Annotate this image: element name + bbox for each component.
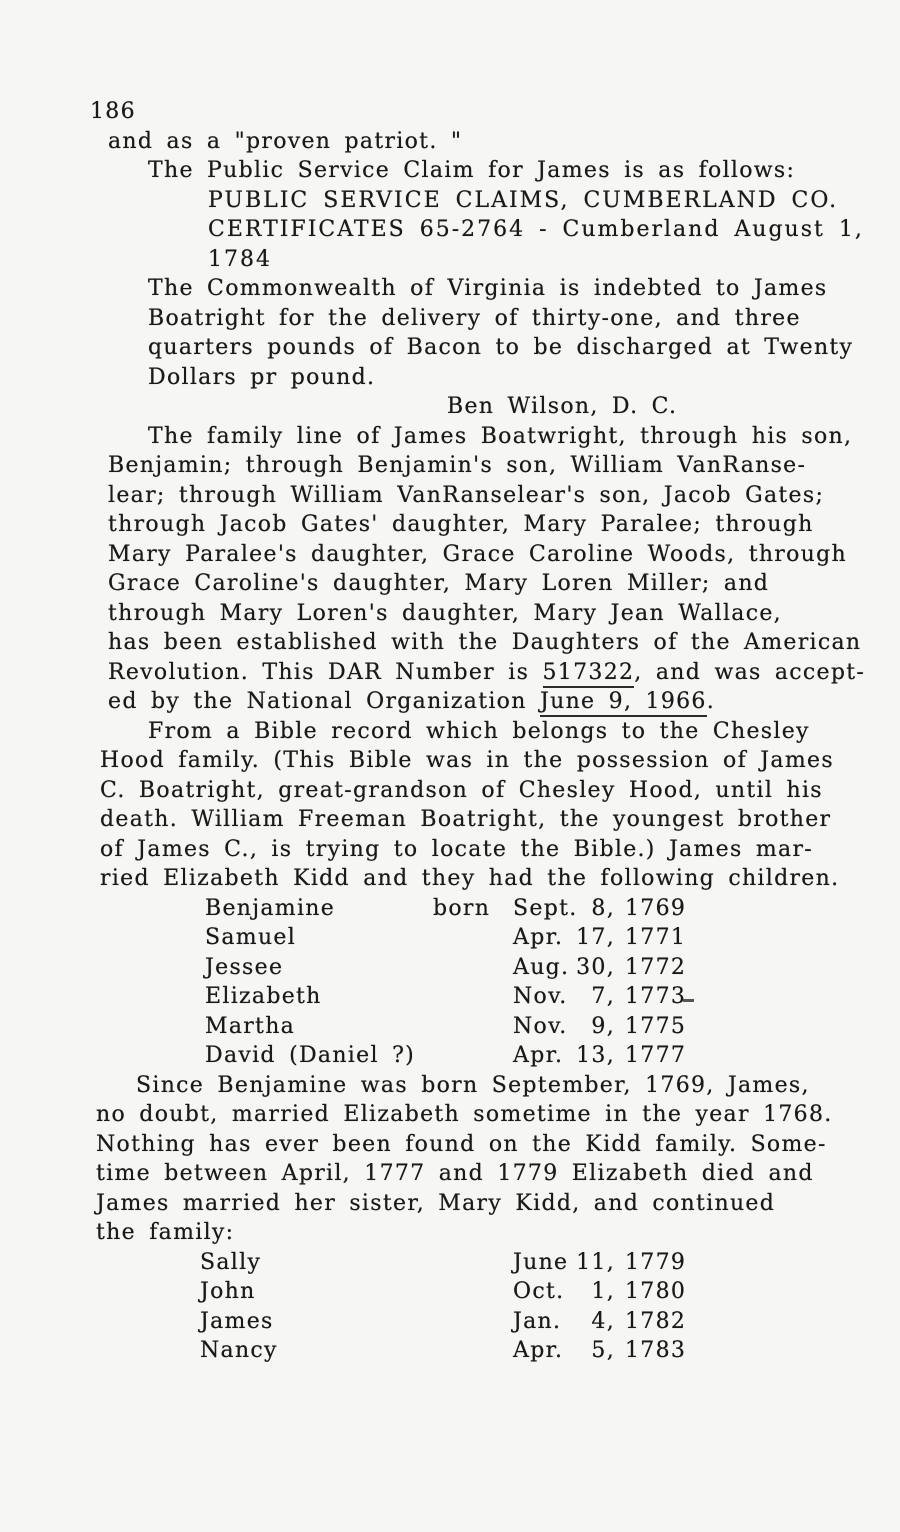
birth-month: Apr.: [513, 1043, 564, 1068]
birth-year: 1780: [625, 1279, 687, 1304]
birth-month: Aug.: [513, 954, 570, 980]
birth-date: [513, 1307, 773, 1337]
text-line: time between April, 1777 and 1779 Elizabeth died and: [96, 1161, 814, 1186]
birth-date: [513, 1336, 773, 1366]
child-row: [108, 1248, 882, 1278]
child-name: Nancy: [200, 1338, 278, 1363]
child-row: [108, 1307, 882, 1337]
text-line: lear; through William VanRanselear's son, Jacob Gates;: [108, 482, 825, 508]
birth-date: [513, 1012, 773, 1042]
child-name: Martha: [205, 1013, 296, 1039]
child-row: [108, 1336, 882, 1366]
birth-day: 1,: [591, 1279, 615, 1304]
child-name: John: [200, 1279, 256, 1304]
text-line: [108, 658, 882, 688]
page-number: 186: [90, 99, 136, 124]
birth-day: 11,: [576, 1249, 615, 1275]
child-row: [108, 953, 882, 983]
text-line: no doubt, married Elizabeth sometime in the year 1768.: [96, 1102, 833, 1127]
birth-year: 1782: [625, 1308, 687, 1334]
text-line: Boatright for the delivery of thirty-one, and three: [148, 305, 801, 331]
birth-date: [513, 894, 773, 924]
text-line: death. William Freeman Boatright, the youngest brother: [100, 807, 832, 832]
children-table-second-marriage: [108, 1248, 882, 1366]
scan-artifact: [683, 999, 694, 1002]
text-line: the family:: [96, 1220, 235, 1245]
text-line: through Jacob Gates' daughter, Mary Paralee; through: [108, 512, 814, 537]
birth-month: Oct.: [513, 1279, 565, 1304]
text-line: [108, 687, 882, 717]
birth-year: 1769: [625, 895, 687, 921]
born-label: born: [433, 895, 491, 921]
birth-month: Apr.: [513, 1338, 564, 1363]
birth-year: 1771: [625, 925, 687, 950]
birth-month: June: [513, 1249, 569, 1275]
text-line: The Commonwealth of Virginia is indebted to James: [148, 276, 828, 301]
child-name: James: [200, 1308, 274, 1334]
text-line: C. Boatright, great-grandson of Chesley Hood, until his: [100, 777, 823, 803]
text-line: Hood family. (This Bible was in the possession of James: [100, 748, 834, 773]
birth-day: 4,: [591, 1308, 615, 1334]
text-line: Benjamin; through Benjamin's son, William VanRanse-: [108, 453, 807, 478]
birth-date: [513, 1248, 773, 1278]
dar-acceptance-date: June 9, 1966: [540, 689, 707, 717]
child-name: Benjamine: [205, 895, 336, 921]
signature-line: Ben Wilson, D. C.: [447, 394, 678, 419]
birth-date: [513, 953, 773, 983]
birth-date: [513, 1041, 773, 1071]
child-row: [108, 982, 882, 1012]
birth-day: 17,: [576, 925, 615, 950]
text-line: of James C., is trying to locate the Bible.) James mar-: [100, 836, 814, 862]
birth-year: 1772: [625, 954, 687, 980]
birth-month: Apr.: [513, 925, 564, 950]
text-line: The Public Service Claim for James is as follows:: [148, 158, 796, 183]
child-name: David (Daniel ?): [205, 1043, 416, 1068]
text-line: and as a "proven patriot. ": [108, 128, 463, 154]
birth-month: Sept.: [513, 895, 578, 921]
text-segment: , and was accept-: [634, 659, 866, 685]
birth-day: 13,: [576, 1043, 615, 1068]
text-line: Since Benjamine was born September, 1769, James,: [136, 1072, 810, 1098]
text-line: ried Elizabeth Kidd and they had the following children.: [100, 866, 840, 891]
child-name: Sally: [200, 1249, 262, 1275]
birth-month: Nov.: [513, 984, 568, 1009]
text-line: Mary Paralee's daughter, Grace Caroline Woods, through: [108, 541, 847, 567]
birth-month: Jan.: [513, 1308, 562, 1334]
birth-day: 5,: [591, 1338, 615, 1363]
text-line: Dollars pr pound.: [148, 364, 376, 390]
birth-year: 1779: [625, 1249, 687, 1275]
birth-year: 1775: [625, 1013, 687, 1039]
text-segment: Revolution. This DAR Number is: [108, 659, 543, 685]
birth-year: 1777: [625, 1043, 687, 1068]
birth-day: 7,: [591, 984, 615, 1009]
birth-date: [513, 923, 773, 953]
birth-year: 1773: [625, 984, 687, 1009]
children-table-first-marriage: [108, 894, 882, 1071]
text-line: Grace Caroline's daughter, Mary Loren Miller; and: [108, 571, 770, 596]
text-line: through Mary Loren's daughter, Mary Jean Wallace,: [108, 600, 782, 626]
text-line: James married her sister, Mary Kidd, and continued: [96, 1190, 776, 1216]
birth-day: 9,: [591, 1013, 615, 1039]
text-line: From a Bible record which belongs to the Chesley: [148, 718, 810, 744]
text-segment: ed by the National Organization: [108, 689, 540, 714]
text-line: The family line of James Boatwright, through his son,: [148, 423, 853, 449]
birth-month: Nov.: [513, 1013, 568, 1039]
claim-block-line: CERTIFICATES 65-2764 - Cumberland August 1,: [208, 217, 864, 242]
birth-year: 1783: [625, 1338, 687, 1363]
child-row: [108, 894, 882, 924]
child-row: [108, 1012, 882, 1042]
claim-block-line: 1784: [208, 246, 272, 272]
birth-date: [513, 1277, 773, 1307]
birth-day: 30,: [576, 954, 615, 980]
child-name: Elizabeth: [205, 984, 322, 1009]
birth-date: [513, 982, 773, 1012]
birth-day: 8,: [591, 895, 615, 921]
child-row: [108, 1041, 882, 1071]
child-name: Samuel: [205, 925, 297, 950]
claim-block-line: PUBLIC SERVICE CLAIMS, CUMBERLAND CO.: [208, 187, 839, 213]
text-line: Nothing has ever been found on the Kidd family. Some-: [96, 1131, 827, 1157]
child-row: [108, 923, 882, 953]
text-line: quarters pounds of Bacon to be discharged at Twenty: [148, 335, 854, 360]
text-line: has been established with the Daughters of the American: [108, 630, 862, 655]
child-row: [108, 1277, 882, 1307]
text-segment: .: [706, 689, 716, 714]
dar-number: 517322: [543, 660, 635, 688]
child-name: Jessee: [205, 954, 284, 980]
